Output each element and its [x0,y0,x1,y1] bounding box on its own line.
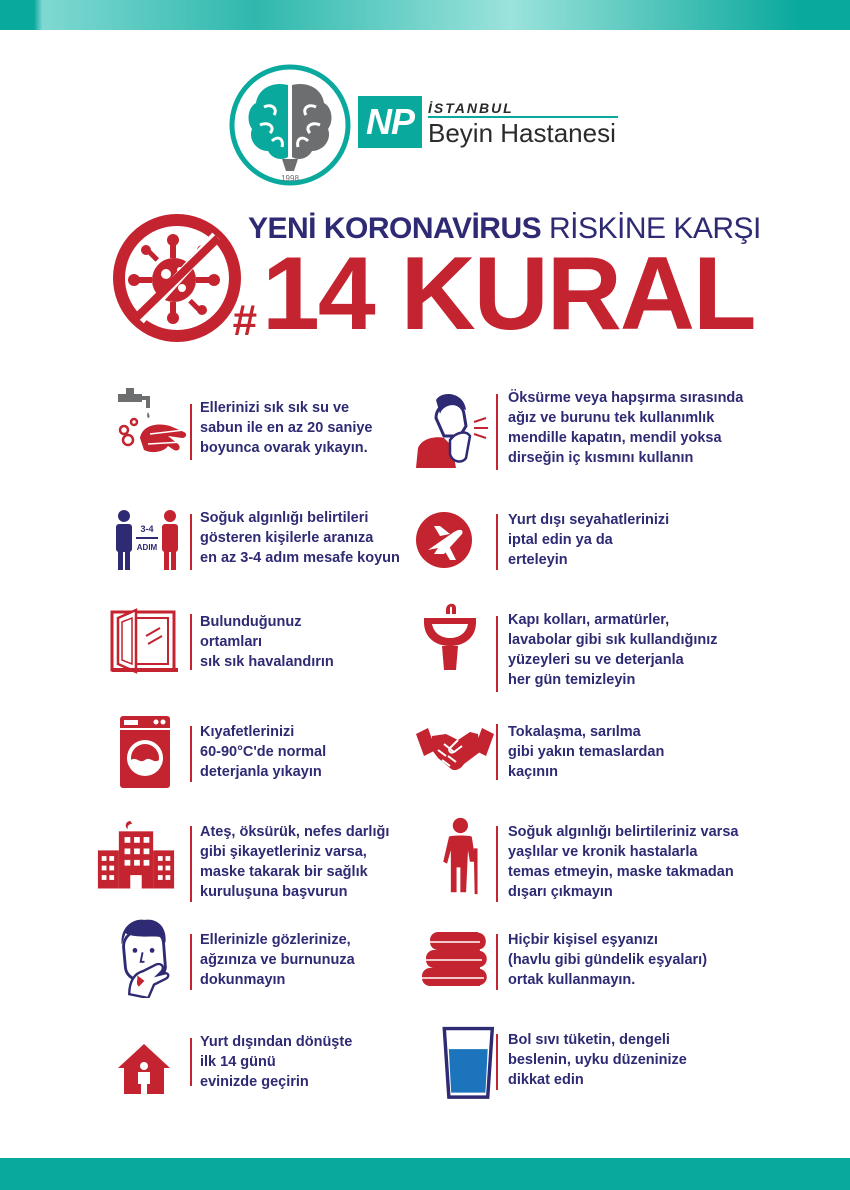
np-logo-mark: NP [358,96,422,148]
rule-divider [190,726,192,782]
headline-hash: # [232,296,257,345]
rule-text-11: Ellerinizle gözlerinize, ağzınıza ve burnunuza dokunmayın [200,932,355,988]
rule-divider [496,394,498,470]
rule-text-10: Soğuk algınlığı belirtileriniz varsa yaşlılar ve kronik hastalarla temas etmeyin, maske takmadan dışarı çıkmayın [508,824,739,900]
no-virus-icon [112,208,242,348]
distance-steps-label: 3-4 [140,524,154,534]
towels-icon [418,924,498,1004]
rule-text-7: Kıyafetlerinizi 60-90°C'de normal deterjanla yıkayın [200,724,327,780]
rule-text-13: Yurt dışından dönüşte ilk 14 günü evinizde geçirin [200,1034,353,1090]
rule-text-1: Ellerinizi sık sık su ve sabun ile en az 20 saniye boyunca ovarak yıkayın. [200,400,373,456]
top-decor-band [0,0,850,30]
brand-name: Beyin Hastanesi [428,118,616,148]
rule-text-8: Tokalaşma, sarılma gibi yakın temaslardan kaçının [508,724,665,780]
washing-machine-icon [118,714,198,794]
rule-divider [496,616,498,692]
logo-year: 1998 [281,174,299,183]
rule-divider [190,404,192,460]
airplane-icon [414,500,494,580]
rule-text-6: Kapı kolları, armatürler, lavabolar gibi sık kullandığınız yüzeyleri su ve deterjanla her gün temizleyin [508,612,718,688]
sink-icon [420,600,500,680]
rule-divider [190,514,192,570]
handshake-icon [414,720,494,800]
rule-divider [190,614,192,670]
bottom-decor-band [0,1158,850,1190]
rule-divider [496,514,498,570]
distance-icon [112,508,192,588]
headline-title: 14 KURAL [262,236,755,352]
cough-icon [412,388,492,468]
rule-text-4: Yurt dışı seyahatlerinizi iptal edin ya da erteleyin [508,512,670,568]
window-icon [110,606,190,686]
rule-text-3: Soğuk algınlığı belirtileri gösteren kişilerle aranıza en az 3-4 adım mesafe koyun [200,510,400,566]
rule-divider [496,1034,498,1090]
hospital-icon [96,818,176,898]
rule-divider [190,934,192,990]
rule-text-14: Bol sıvı tüketin, dengeli beslenin, uyku düzeninize dikkat edin [508,1032,687,1088]
hand-wash-icon [112,386,192,466]
brand-city: İSTANBUL [428,100,514,116]
rule-text-12: Hiçbir kişisel eşyanızı (havlu gibi gündelik eşyaları) ortak kullanmayın. [508,932,708,988]
water-glass-icon [434,1024,514,1104]
headline-subtitle-rest: RİSKİNE KARŞI [549,212,761,245]
home-icon [118,1032,198,1112]
rule-divider [190,826,192,902]
rule-text-2: Öksürme veya hapşırma sırasında ağız ve burunu tek kullanımlık mendille kapatın, mendil yoksa dirseğin iç kısmını kullanın [508,390,744,466]
rule-divider [496,934,498,990]
distance-unit-label: ADIM [136,543,158,552]
face-touch-icon [114,918,194,998]
rule-text-5: Bulunduğunuz ortamları sık sık havalandırın [200,614,334,670]
rule-divider [496,826,498,902]
rule-text-9: Ateş, öksürük, nefes darlığı gibi şikayetleriniz varsa, maske takarak bir sağlık kuruluşuna başvurun [200,824,390,900]
rule-divider [496,724,498,780]
brain-logo-icon [228,63,352,187]
headline-subtitle-bold: YENİ KORONAVİRUS [248,212,542,245]
rule-divider [190,1038,192,1086]
